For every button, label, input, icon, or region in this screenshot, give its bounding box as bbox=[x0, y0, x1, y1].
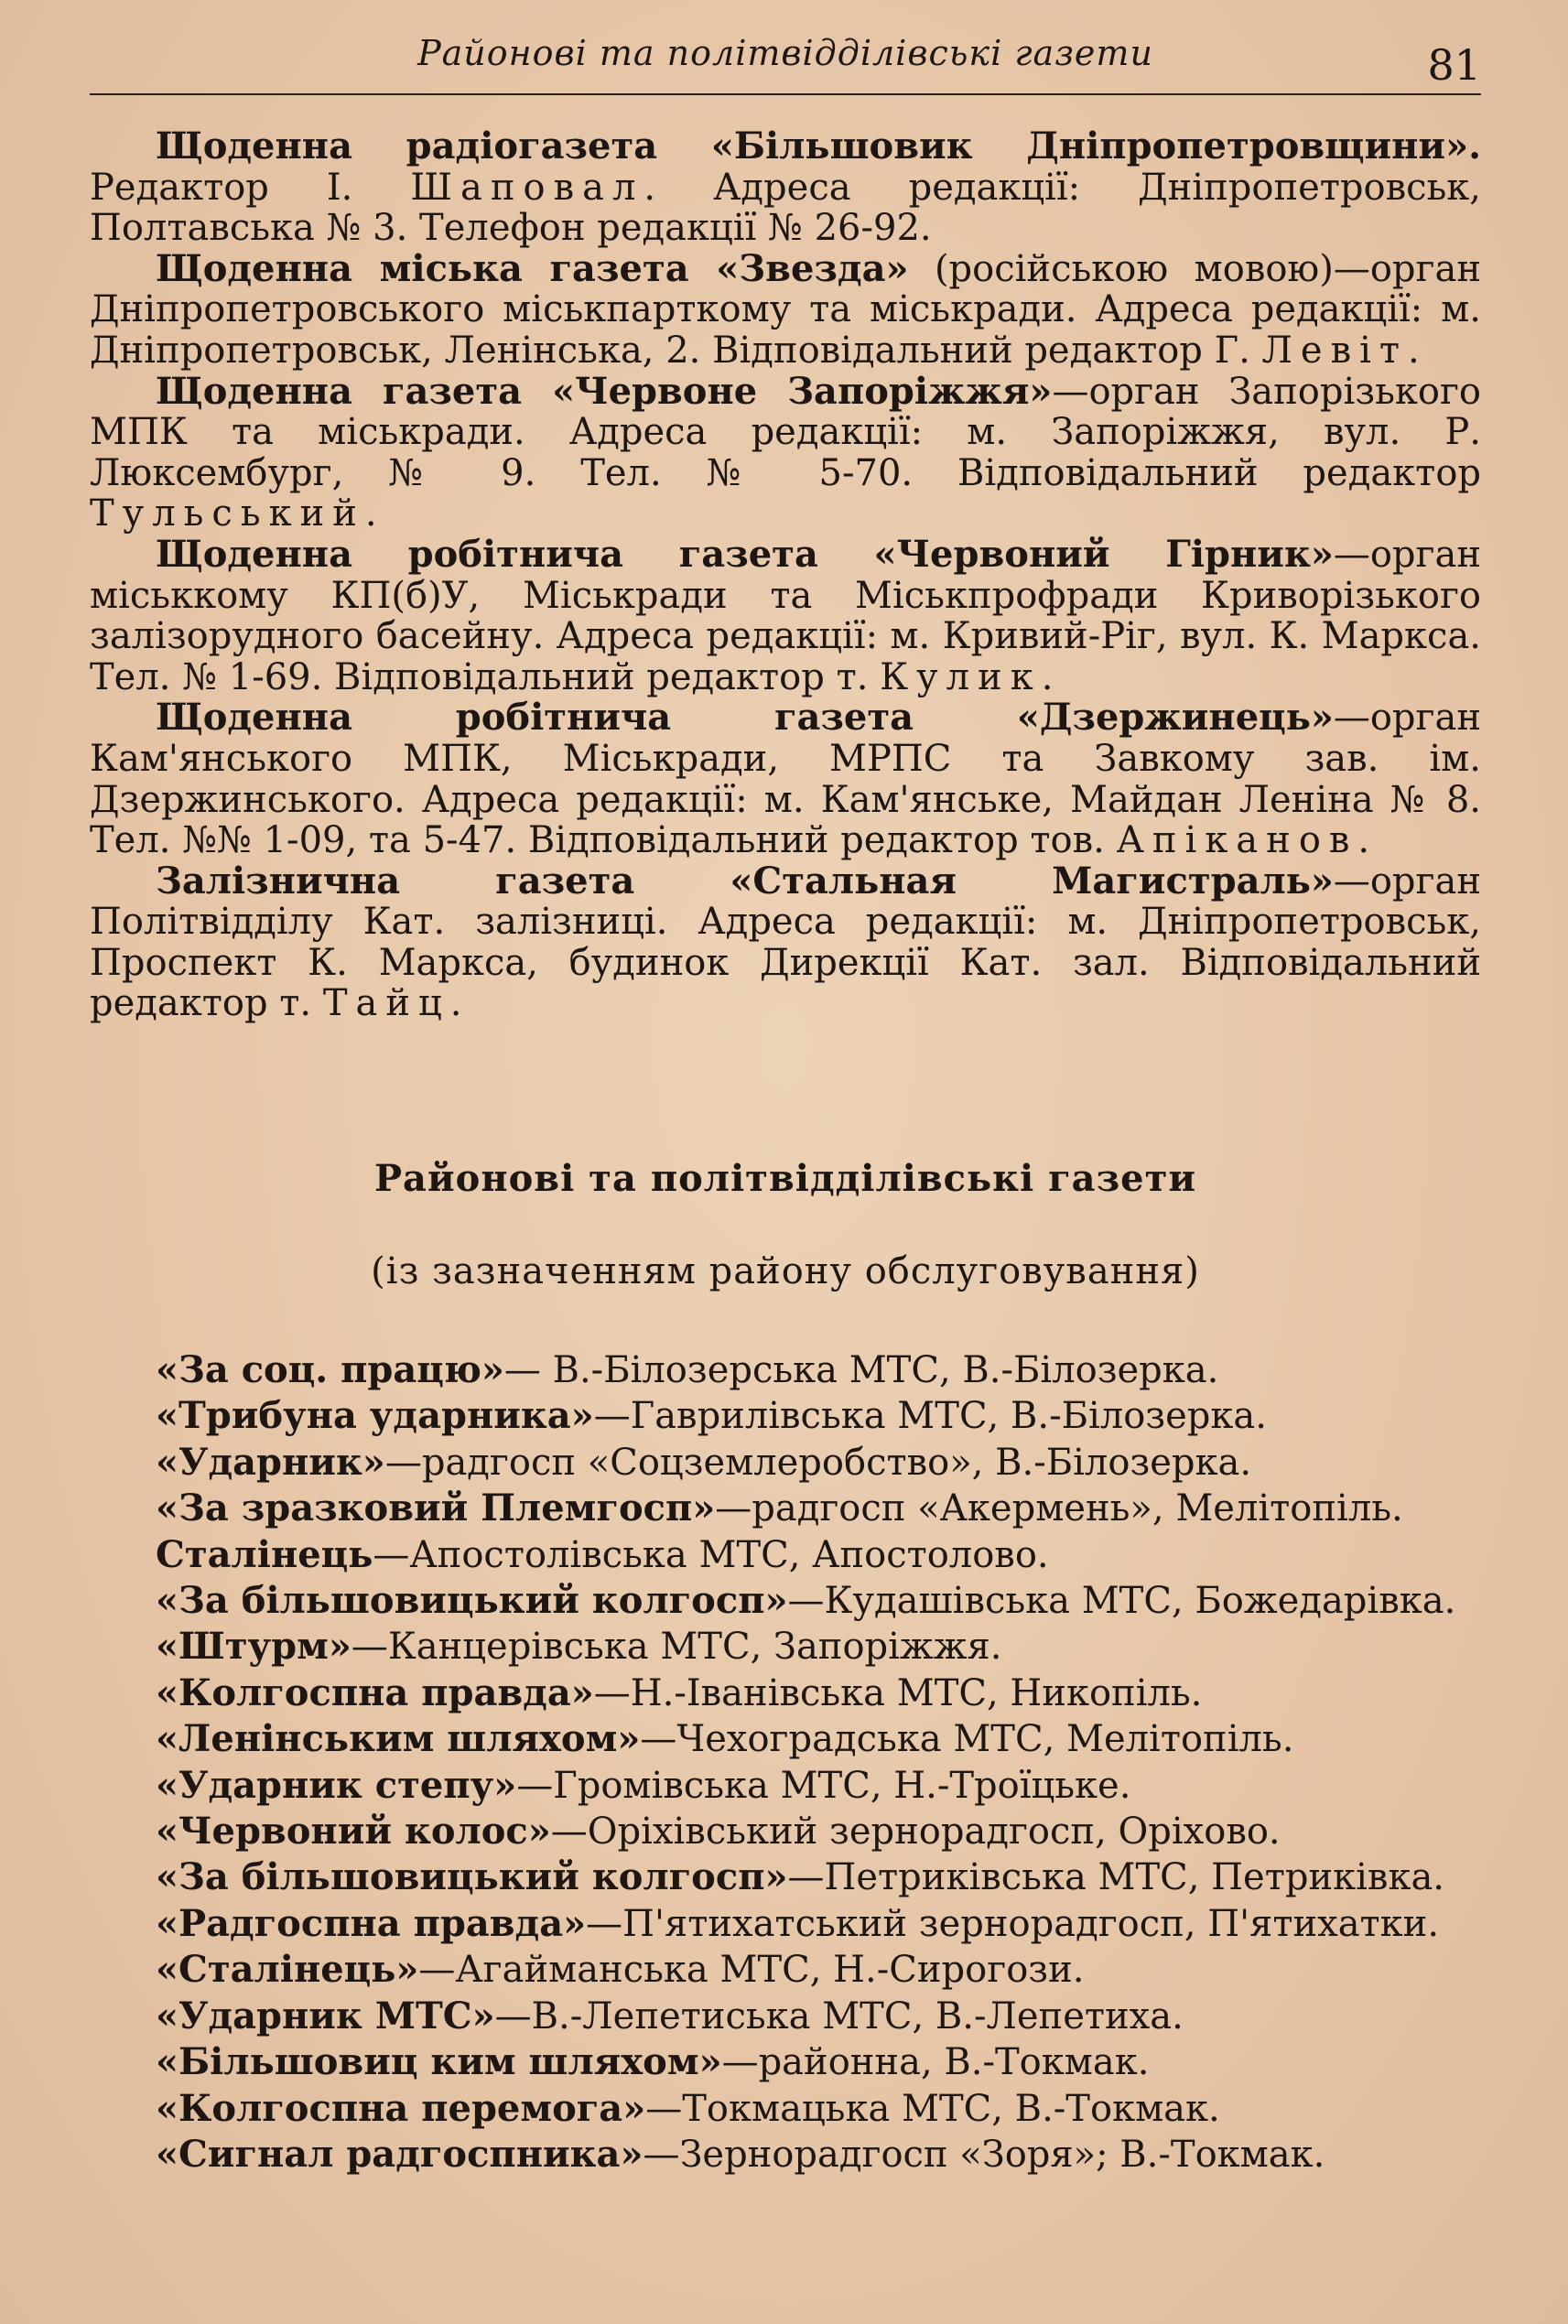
list-item bbox=[156, 2132, 1492, 2178]
entry-text-end: . bbox=[1408, 329, 1420, 372]
paper-name: «Сигнал радгоспника» bbox=[156, 2132, 643, 2176]
entry-title: Щоденна робітнича газета «Дзержинець» bbox=[156, 696, 1334, 740]
entry-title: Щоденна міська газета «Звезда» bbox=[156, 246, 909, 290]
list-item bbox=[156, 1578, 1492, 1624]
entry-bilshovyk bbox=[90, 126, 1481, 249]
paper-name: «Ударник степу» bbox=[156, 1763, 517, 1807]
section-subtitle: (із зазначенням району обслуговування) bbox=[371, 1250, 1200, 1292]
list-item bbox=[156, 1854, 1492, 1900]
paper-details: —Кудашівська МТС, Божедарівка. bbox=[787, 1580, 1456, 1623]
entry-zvezda bbox=[90, 246, 1481, 372]
page-number: 81 bbox=[1427, 40, 1481, 90]
paper-name: «За зразковий Племгосп» bbox=[156, 1486, 716, 1530]
list-item bbox=[156, 1763, 1492, 1809]
paper-details: —Петриківська МТС, Петриківка. bbox=[787, 1856, 1444, 1899]
section-title: Районові та політвідділівські газети bbox=[373, 1157, 1197, 1200]
list-item bbox=[156, 1947, 1492, 1993]
paper-details: —радгосп «Соцземлеробство», В.-Білозерка. bbox=[384, 1441, 1252, 1484]
list-item bbox=[156, 1809, 1492, 1854]
paper-details: —Гаврилівська МТС, В.-Білозерка. bbox=[593, 1395, 1267, 1438]
paper-name: «Штурм» bbox=[156, 1625, 351, 1669]
editor-name: Кулик bbox=[880, 655, 1042, 698]
paper-name: «Ударник МТС» bbox=[156, 1994, 495, 2038]
paper-name: «Сталінець» bbox=[156, 1948, 419, 1992]
entry-text-end: . bbox=[364, 492, 377, 535]
paper-name: «Більшовиц ким шляхом» bbox=[156, 2040, 722, 2084]
paper-name: «Колгоспна правда» bbox=[156, 1670, 594, 1714]
entry-text: —орган Кам'янського МПК, Міськради, МРПС та Завкому зав. ім. Дзержинського. Адреса редакції: м. Кам'янське, Майдан Леніна № 8. Тел. №№ 1-09, та 5-47. Відповідальний редактор тов. bbox=[90, 697, 1481, 862]
list-item bbox=[156, 1716, 1492, 1762]
entry-text-end: . bbox=[449, 982, 462, 1025]
list-item bbox=[156, 1440, 1492, 1486]
running-title: Районові та політвідділівські газети bbox=[417, 33, 1153, 73]
entry-text: Редактор І. bbox=[90, 166, 411, 209]
list-item bbox=[156, 1393, 1492, 1439]
paper-name: «Радгоспна правда» bbox=[156, 1901, 587, 1945]
list-item bbox=[156, 1624, 1492, 1670]
editor-name: Апіканов bbox=[1116, 819, 1358, 862]
entry-title: Щоденна робітнича газета «Червоний Гірник» bbox=[156, 532, 1334, 576]
paper-details: —Зернорадгосп «Зоря»; В.-Токмак. bbox=[643, 2133, 1325, 2176]
list-item bbox=[156, 1347, 1492, 1393]
list-item bbox=[156, 1670, 1492, 1716]
entry-text-end: . bbox=[1041, 655, 1054, 698]
paper-details: —Н.-Іванівська МТС, Никопіль. bbox=[593, 1671, 1203, 1714]
list-item bbox=[156, 1532, 1492, 1578]
paper-details: —радгосп «Акермень», Мелітопіль. bbox=[715, 1487, 1403, 1530]
list-item bbox=[156, 2039, 1492, 2085]
paper-details: —Агайманська МТС, Н.-Сирогози. bbox=[418, 1949, 1085, 1992]
paper-name: «За більшовицький колгосп» bbox=[156, 1579, 788, 1623]
entry-stalnaia-magistral bbox=[90, 861, 1481, 1024]
entry-text: —орган Політвідділу Кат. залізниці. Адреса редакції: м. Дніпропетровськ, Проспект К. Маркса, будинок Дирекції Кат. зал. Відповідальний редактор т. bbox=[90, 859, 1481, 1025]
editor-name: Тайц bbox=[322, 982, 450, 1025]
list-item bbox=[156, 2086, 1492, 2132]
paper-name: «За соц. працю» bbox=[156, 1348, 504, 1391]
paper-details: —Апостолівська МТС, Апостолово. bbox=[373, 1533, 1049, 1576]
editor-name: Тульський bbox=[90, 492, 365, 535]
paper-details: —Канцерівська МТС, Запоріжжя. bbox=[351, 1626, 1002, 1669]
editor-name: Левіт bbox=[1261, 329, 1409, 372]
entry-text: —орган Запорізького МПК та міськради. Адреса редакції: м. Запоріжжя, вул. Р. Люксембург, № 9. Тел. № 5-70. Відповідальний редактор bbox=[90, 370, 1481, 494]
entry-chervone-zaporizhzhia bbox=[90, 369, 1481, 535]
paper-name: «Трибуна ударника» bbox=[156, 1394, 594, 1438]
list-item bbox=[156, 1994, 1492, 2039]
paper-details: —Громівська МТС, Н.-Троїцьке. bbox=[516, 1764, 1131, 1807]
entry-title: Щоденна газета «Червоне Запоріжжя» bbox=[156, 369, 1053, 413]
paper-details: —районна, В.-Токмак. bbox=[721, 2041, 1150, 2084]
paper-name: «Колгоспна перемога» bbox=[156, 2086, 646, 2130]
list-item bbox=[156, 1901, 1492, 1947]
editor-name: Шаповал bbox=[410, 166, 644, 209]
newspaper-entries bbox=[90, 126, 1481, 1024]
entry-dzerzhynets bbox=[90, 697, 1481, 860]
entry-text-end: . bbox=[1357, 819, 1370, 862]
paper-details: — В.-Білозерська МТС, В.-Білозерка. bbox=[503, 1349, 1219, 1391]
paper-details: —Токмацька МТС, В.-Токмак. bbox=[645, 2087, 1220, 2130]
entry-chervonyi-hirnyk bbox=[90, 532, 1481, 698]
paper-name: «За більшовицький колгосп» bbox=[156, 1855, 788, 1899]
entry-title: Залізнична газета «Стальная Магистраль» bbox=[156, 859, 1334, 903]
entry-title: Щоденна радіогазета «Більшовик Дніпропетровщини». bbox=[156, 124, 1481, 168]
paper-name: «Ленінським шляхом» bbox=[156, 1717, 641, 1761]
entry-text: (російською мовою)—орган Дніпропетровського міськпарткому та міськради. Адреса редакції: м. Дніпропетровськ, Ленінська, 2. Відповідальний редактор Г. bbox=[90, 247, 1481, 372]
entry-text-end: . Адреса редакції: Дніпропетровськ, Полтавська № 3. Телефон редакції № 26-92. bbox=[90, 166, 1482, 250]
paper-name: Сталінець bbox=[156, 1532, 373, 1576]
paper-details: —П'ятихатський зернорадгосп, П'ятихатки. bbox=[586, 1902, 1440, 1945]
list-item bbox=[156, 1486, 1492, 1531]
entry-text: —орган міськкому КП(б)У, Міськради та Міськпрофради Криворізького залізорудного басейну. Адреса редакції: м. Кривий-Ріг, вул. К. Маркса. Тел. № 1-69. Відповідальний редактор т. bbox=[90, 533, 1481, 698]
paper-details: —Оріхівський зернорадгосп, Оріхово. bbox=[550, 1811, 1281, 1854]
district-newspaper-list bbox=[156, 1347, 1492, 2178]
paper-name: «Ударник» bbox=[156, 1440, 385, 1484]
running-header bbox=[90, 20, 1481, 95]
paper-name: «Червоний колос» bbox=[156, 1810, 551, 1854]
paper-details: —В.-Лепетиська МТС, В.-Лепетиха. bbox=[494, 1994, 1184, 2038]
paper-details: —Чехоградська МТС, Мелітопіль. bbox=[640, 1718, 1294, 1761]
